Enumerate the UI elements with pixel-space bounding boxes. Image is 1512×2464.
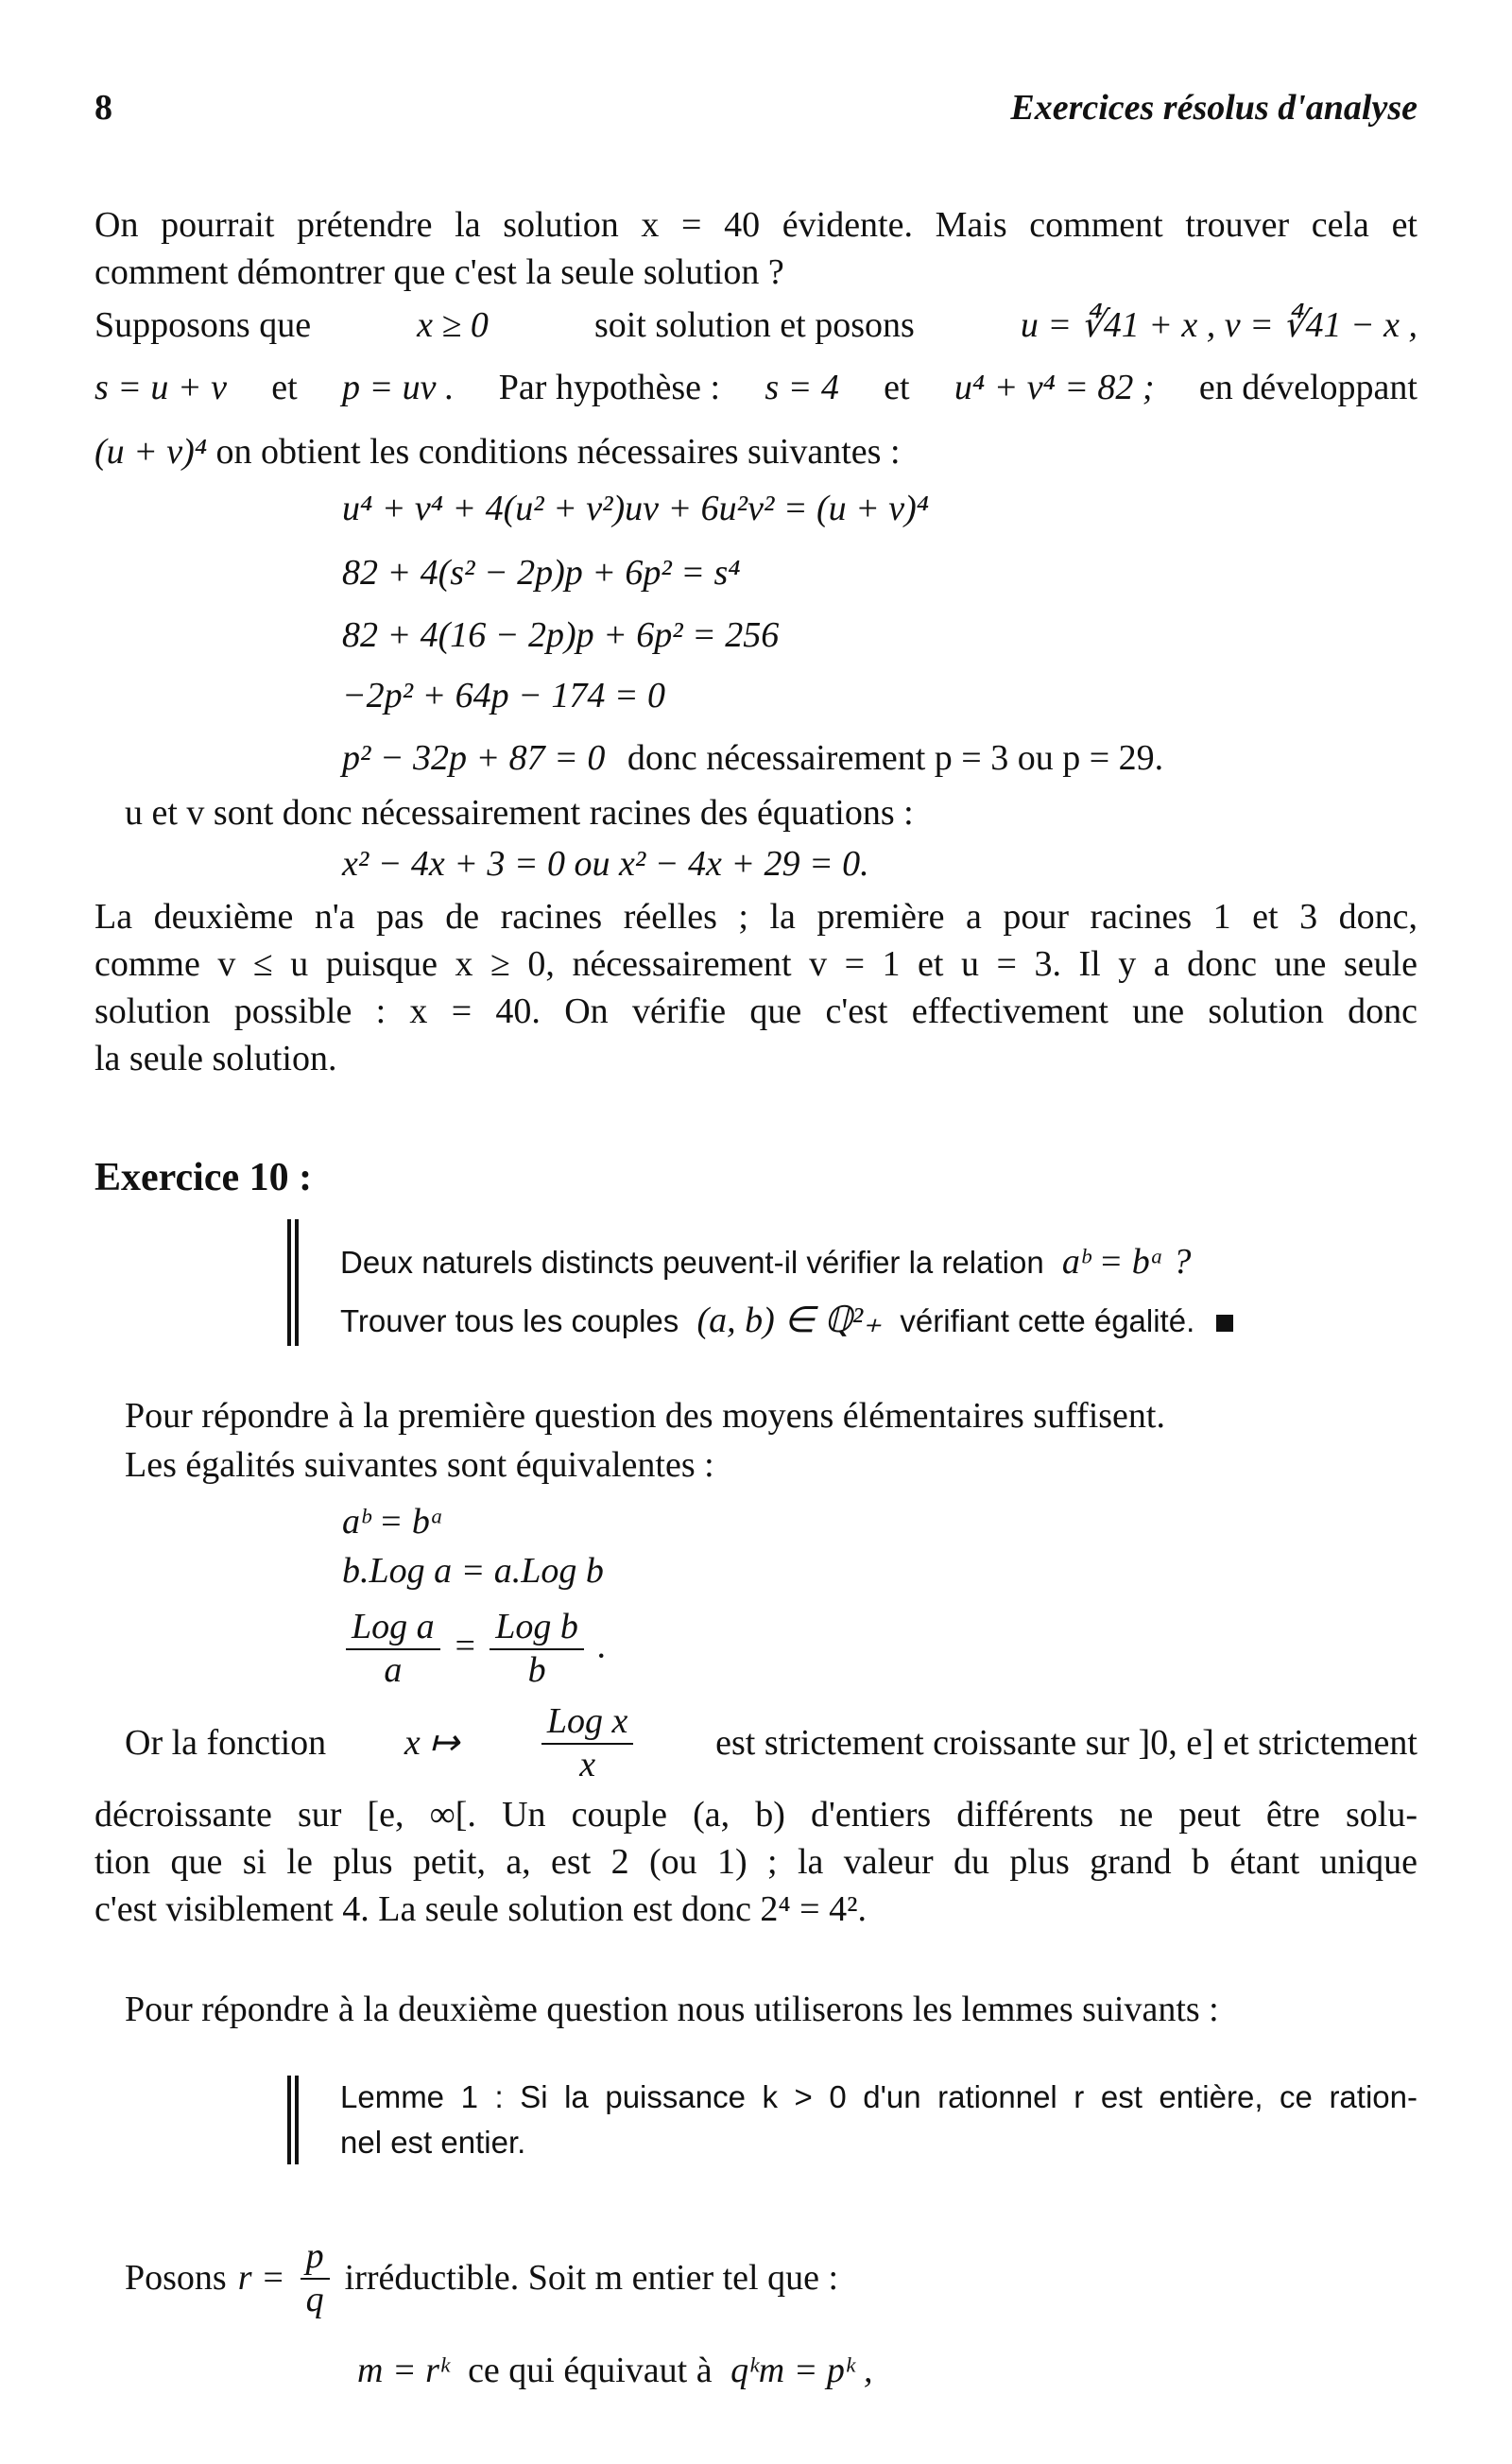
frac-right bbox=[490, 1607, 584, 1691]
frac-period: . bbox=[596, 1626, 606, 1666]
statement-bar-right bbox=[295, 1219, 299, 1346]
solution-p1-line-2: Les égalités suivantes sont équivalentes : bbox=[125, 1445, 714, 1485]
statement-line-2-a: Trouver tous les couples bbox=[340, 1303, 679, 1338]
frac-right-num: Log b bbox=[490, 1607, 584, 1650]
intro-line-5 bbox=[94, 431, 1418, 474]
intro-line-3-b: x ≥ 0 bbox=[417, 305, 489, 345]
solution-p1-line-1: Pour répondre à la première question des moyens élémentaires suffisent. bbox=[125, 1396, 1165, 1436]
intro-line-4-a: s = u + v bbox=[94, 368, 227, 407]
intro-line-4-g: u⁴ + v⁴ = 82 ; bbox=[954, 368, 1155, 407]
statement-line-2-b: (a, b) ∈ ℚ²₊ bbox=[696, 1301, 883, 1340]
conclusion-line-1: La deuxième n'a pas de racines réelles ; la première a pour racines 1 et 3 donc, bbox=[94, 897, 1418, 937]
intro-line-3 bbox=[94, 304, 1418, 348]
intro-line-4 bbox=[94, 367, 1418, 410]
frac-right-den: b bbox=[527, 1649, 546, 1690]
statement-line-2 bbox=[340, 1299, 1233, 1344]
lemma-line-1: Lemme 1 : Si la puissance k > 0 d'un rationnel r est entière, ce ration- bbox=[340, 2079, 1418, 2114]
solution-p2-line-2: tion que si le plus petit, a, est 2 (ou 1) ; la valeur du plus grand b étant unique bbox=[94, 1842, 1418, 1882]
roots-intro: u et v sont donc nécessairement racines des équations : bbox=[125, 793, 914, 833]
intro-line-5-a: (u + v)⁴ bbox=[94, 432, 208, 472]
statement-line-1-b: aᵇ = bᵃ ? bbox=[1061, 1242, 1192, 1282]
conclusion-line-4: la seule solution. bbox=[94, 1039, 337, 1078]
statement-bar-left bbox=[287, 1219, 291, 1346]
function-line-a: Or la fonction bbox=[125, 1722, 327, 1763]
conclusion-line-3: solution possible : x = 40. On vérifie que c'est effectivement une solution donc bbox=[94, 991, 1418, 1031]
intro-line-2: comment démontrer que c'est la seule solution ? bbox=[94, 252, 784, 292]
intro-line-4-f: et bbox=[884, 368, 910, 407]
equation-5-line bbox=[342, 737, 1163, 781]
function-frac-num: Log x bbox=[541, 1701, 634, 1745]
exercise-title: Exercice 10 : bbox=[94, 1156, 313, 1199]
intro-line-4-e: s = 4 bbox=[765, 368, 839, 407]
lemma-bar-left bbox=[287, 2076, 291, 2164]
end-of-statement-square bbox=[1216, 1315, 1233, 1332]
frac-left-num: Log a bbox=[346, 1607, 440, 1650]
posons-a: Posons bbox=[125, 2257, 227, 2298]
solution-p3: Pour répondre à la deuxième question nous utiliserons les lemmes suivants : bbox=[125, 1990, 1219, 2029]
function-line-b: est strictement croissante sur ]0, e] et strictement bbox=[715, 1722, 1418, 1763]
function-frac-den: x bbox=[579, 1744, 596, 1784]
lemma-line-2: nel est entier. bbox=[340, 2125, 526, 2160]
function-frac bbox=[541, 1701, 634, 1785]
equation-2: 82 + 4(s² − 2p)p + 6p² = s⁴ bbox=[342, 553, 741, 593]
roots-equation: x² − 4x + 3 = 0 ou x² − 4x + 29 = 0. bbox=[342, 844, 869, 884]
statement-line-1 bbox=[340, 1240, 1191, 1285]
solution-p2-line-1: décroissante sur [e, ∞[. Un couple (a, b) d'entiers différents ne peut être solu- bbox=[94, 1795, 1418, 1835]
posons-frac bbox=[301, 2236, 330, 2320]
frac-left-den: a bbox=[384, 1649, 403, 1690]
lemma-bar-right bbox=[295, 2076, 299, 2164]
posons-frac-num: p bbox=[301, 2236, 330, 2280]
last-b: ce qui équivaut à bbox=[468, 2351, 713, 2390]
solution-p2-line-3: c'est visiblement 4. La seule solution est donc 2⁴ = 4². bbox=[94, 1889, 867, 1929]
posons-b: irréductible. Soit m entier tel que : bbox=[344, 2257, 839, 2298]
posons-frac-den: q bbox=[305, 2279, 324, 2319]
intro-line-3-d: u = ∜41 + x , v = ∜41 − x , bbox=[1020, 305, 1418, 345]
statement-line-2-c: vérifiant cette égalité. bbox=[900, 1303, 1195, 1338]
last-line bbox=[357, 2350, 873, 2393]
equation-4: −2p² + 64p − 174 = 0 bbox=[342, 676, 665, 715]
last-a: m = rᵏ bbox=[357, 2351, 450, 2390]
last-c: qᵏm = pᵏ , bbox=[730, 2351, 873, 2390]
equation-5: p² − 32p + 87 = 0 bbox=[342, 738, 606, 778]
posons-r: r = bbox=[237, 2257, 285, 2298]
intro-line-4-b: et bbox=[271, 368, 298, 407]
equality-b: b.Log a = a.Log b bbox=[342, 1551, 604, 1591]
intro-line-4-c: p = uv . bbox=[341, 368, 455, 407]
posons-line bbox=[125, 2236, 838, 2320]
intro-line-3-a: Supposons que bbox=[94, 305, 312, 345]
equality-c bbox=[342, 1607, 606, 1691]
intro-line-4-d: Par hypothèse : bbox=[498, 368, 721, 407]
intro-line-5-b: on obtient les conditions nécessaires suivantes : bbox=[215, 432, 901, 472]
equation-3: 82 + 4(16 − 2p)p + 6p² = 256 bbox=[342, 615, 780, 655]
equation-1: u⁴ + v⁴ + 4(u² + v²)uv + 6u²v² = (u + v)⁴ bbox=[342, 489, 930, 528]
intro-line-1: On pourrait prétendre la solution x = 40 évidente. Mais comment trouver cela et bbox=[94, 205, 1418, 245]
frac-left bbox=[346, 1607, 440, 1691]
conclusion-line-2: comme v ≤ u puisque x ≥ 0, nécessairement v = 1 et u = 3. Il y a donc une seule bbox=[94, 944, 1418, 984]
equation-5-tail: donc nécessairement p = 3 ou p = 29. bbox=[627, 738, 1164, 778]
function-line bbox=[125, 1701, 1418, 1785]
frac-equals: = bbox=[453, 1626, 477, 1666]
function-map: x ↦ bbox=[404, 1722, 460, 1763]
intro-line-3-c: soit solution et posons bbox=[593, 305, 915, 345]
intro-line-4-h: en développant bbox=[1198, 368, 1418, 407]
equality-a: aᵇ = bᵃ bbox=[342, 1502, 445, 1542]
running-title: Exercices résolus d'analyse bbox=[1010, 88, 1418, 128]
statement-line-1-a: Deux naturels distincts peuvent-il vérifier la relation bbox=[340, 1245, 1044, 1280]
page-number: 8 bbox=[94, 88, 112, 128]
